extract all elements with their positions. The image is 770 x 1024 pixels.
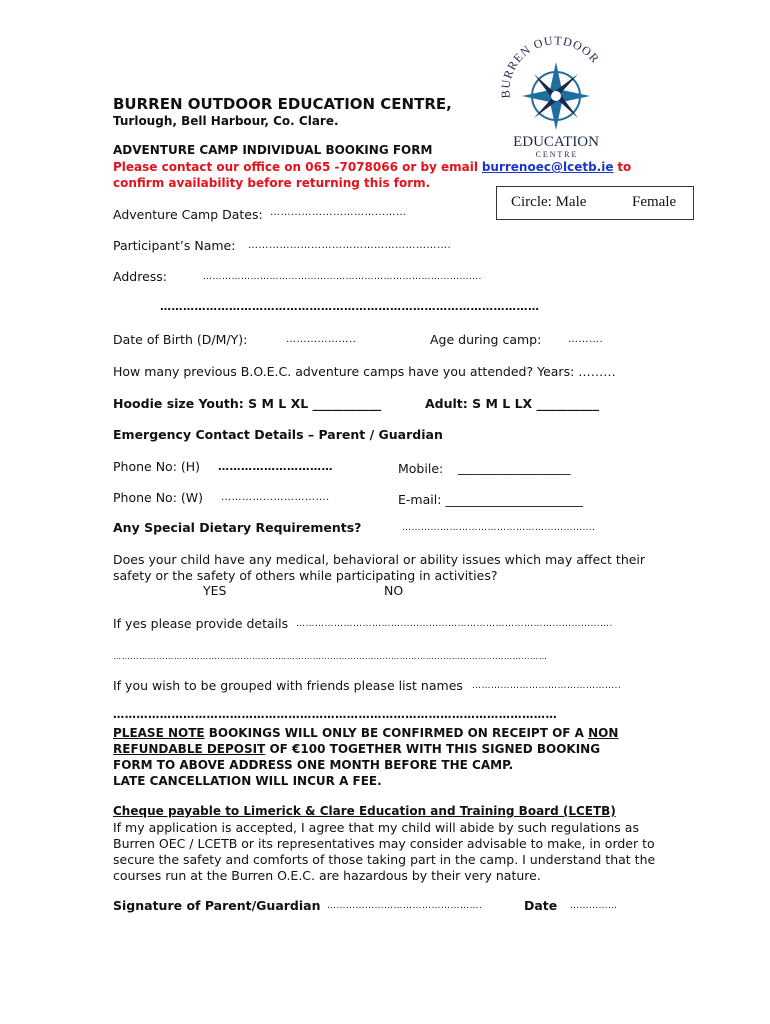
agreement-text: If my application is accepted, I agree that my child will abide by such regulations as Burren OEC / LCETB or its representatives may consider advisable to make, in order to secure the safety and comforts of those taking part in the camp. I understand that the courses run at the Burren O.E.C. are hazardous by their very nature. <box>113 820 656 883</box>
notice-line3: FORM TO ABOVE ADDRESS ONE MONTH BEFORE THE CAMP. <box>113 758 514 772</box>
dob-field[interactable]: ……………….. <box>286 334 357 345</box>
notice-separator: …………………………………………………………………………………………………… <box>113 708 558 721</box>
details-field[interactable]: ………………………………………………………………………………………. <box>296 619 613 629</box>
name-label: Participant’s Name: <box>113 238 236 253</box>
contact-line <box>113 160 631 174</box>
age-label: Age during camp: <box>430 332 542 347</box>
phone-w-label: Phone No: (W) <box>113 490 203 505</box>
dietary-label: Any Special Dietary Requirements? <box>113 520 362 535</box>
date-field[interactable]: …………… <box>570 901 618 911</box>
compass-star-icon <box>522 62 590 130</box>
age-field[interactable]: ………. <box>568 334 604 345</box>
gender-male-label[interactable]: Circle: Male <box>511 194 587 210</box>
friends-label: If you wish to be grouped with friends please list names <box>113 678 463 693</box>
dob-label: Date of Birth (D/M/Y): <box>113 332 248 347</box>
notice-text1: BOOKINGS WILL ONLY BE CONFIRMED ON RECEIPT OF A <box>204 726 589 740</box>
logo-bottom-text: EDUCATION <box>513 134 599 150</box>
notice-line1 <box>113 726 618 740</box>
email-link[interactable]: burrenoec@lcetb.ie <box>481 160 614 174</box>
details-field-line2[interactable]: …………………………………………………………………………………………………………………………………… <box>113 651 548 661</box>
logo-arc-text: BURREN OUTDOOR <box>498 33 603 99</box>
contact-text: Please contact our office on 065 -7078066 or by email <box>113 160 478 174</box>
hoodie-adult[interactable]: Adult: S M L LX __________ <box>425 396 600 411</box>
contact-to: to <box>617 160 632 174</box>
mobile-field[interactable]: __________________ <box>458 460 571 475</box>
medical-yes-option[interactable]: YES <box>203 583 227 598</box>
confirm-text: confirm availability before returning this form. <box>113 176 431 190</box>
logo-image <box>490 20 620 160</box>
camp-dates-field[interactable]: ………………………………… <box>270 207 407 218</box>
signature-field[interactable]: …………………………………………. <box>327 901 483 911</box>
friends-field[interactable]: ……………………………………….. <box>472 681 622 691</box>
phone-h-label: Phone No: (H) <box>113 459 201 474</box>
org-name: BURREN OUTDOOR EDUCATION CENTRE, <box>113 95 452 113</box>
org-address: Turlough, Bell Harbour, Co. Clare. <box>113 114 339 128</box>
medical-no-option[interactable]: NO <box>384 583 404 598</box>
notice-refundable: REFUNDABLE DEPOSIT <box>113 742 266 756</box>
address-label: Address: <box>113 269 167 284</box>
notice-non: NON <box>588 726 619 740</box>
notice-line4: LATE CANCELLATION WILL INCUR A FEE. <box>113 774 382 788</box>
notice-line2 <box>113 742 600 756</box>
details-label: If yes please provide details <box>113 616 289 631</box>
address-field-line2[interactable]: ……………………………………………………………………………………… <box>160 300 540 313</box>
mobile-label: Mobile: <box>398 461 444 476</box>
previous-camps-question[interactable]: How many previous B.O.E.C. adventure camps have you attended? Years: ……… <box>113 364 616 379</box>
date-label: Date <box>524 898 558 913</box>
please-note: PLEASE NOTE <box>113 726 205 740</box>
medical-question: Does your child have any medical, behavioral or ability issues which may affect their safety or the safety of others while participating in activities? <box>113 552 646 583</box>
logo-sub-text: C E N T R E <box>535 150 577 159</box>
cheque-heading: Cheque payable to Limerick & Clare Education and Training Board (LCETB) <box>113 804 616 818</box>
phone-w-field[interactable]: …………………………. <box>221 492 330 503</box>
address-field[interactable]: ……………………………………………………………………………. <box>203 272 482 282</box>
emergency-heading: Emergency Contact Details – Parent / Guardian <box>113 427 443 442</box>
notice-text2: OF €100 TOGETHER WITH THIS SIGNED BOOKING <box>265 742 601 756</box>
email-field[interactable]: E-mail: ______________________ <box>398 492 583 507</box>
dietary-field[interactable]: ……………………………………………………. <box>402 523 596 533</box>
gender-circle-box <box>496 186 694 220</box>
form-title: ADVENTURE CAMP INDIVIDUAL BOOKING FORM <box>113 143 433 157</box>
name-field[interactable]: …………………………………………………. <box>248 240 452 251</box>
gender-female-label[interactable]: Female <box>632 194 677 210</box>
camp-dates-label: Adventure Camp Dates: <box>113 207 263 222</box>
hoodie-youth[interactable]: Hoodie size Youth: S M L XL ___________ <box>113 396 382 411</box>
signature-label: Signature of Parent/Guardian <box>113 898 321 913</box>
phone-h-field[interactable]: ………………………… <box>218 460 333 473</box>
